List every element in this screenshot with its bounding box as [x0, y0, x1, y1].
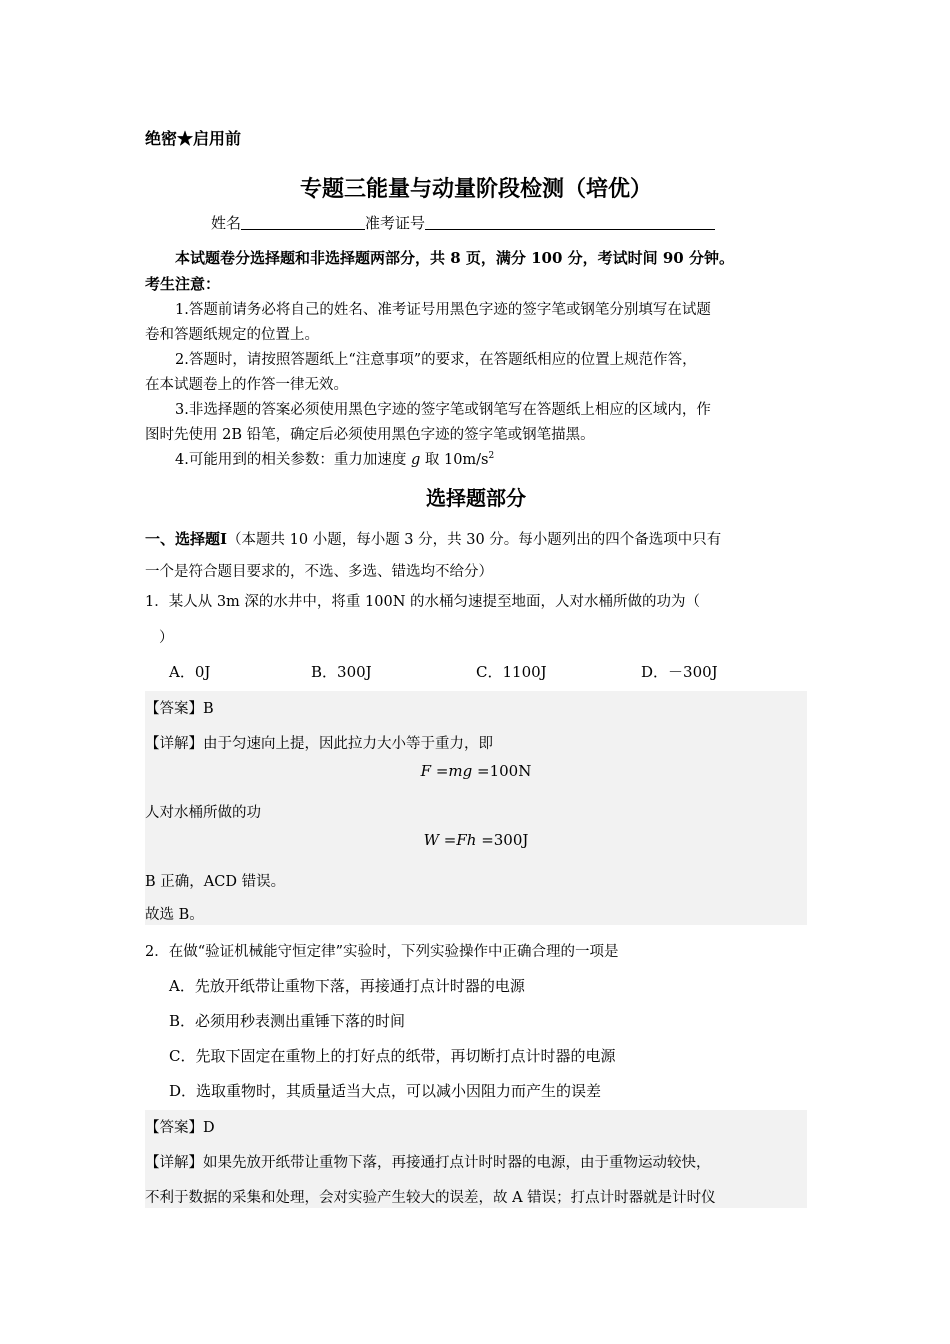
part1-desc-a: （本题共 10 小题，每小题 3 分，共 30 分。每小题列出的四个备选项中只有 [227, 532, 722, 548]
q1-formula-2: W =Fh =300J [423, 831, 529, 849]
q2-answer: 【答案】D [145, 1120, 215, 1136]
q1-judge: B 正确，ACD 错误。 [145, 874, 286, 890]
notice-item-4-prefix: 4.可能用到的相关参数：重力加速度 [175, 452, 411, 468]
notice-item-4 [175, 448, 494, 469]
notice-item-4-mid: 取 10m/s [420, 452, 489, 468]
part1-line-a [145, 528, 721, 549]
notice-item-1b: 卷和答题纸规定的位置上。 [145, 327, 319, 343]
q1-answer: 【答案】B [145, 701, 214, 717]
q1-formula-2-fh: Fh [456, 831, 477, 849]
section-title: 选择题部分 [426, 486, 526, 510]
q1-option-b[interactable]: B．300J [311, 663, 372, 681]
q1-formula-2-val: 300J [493, 831, 529, 849]
notice-item-3a: 3.非选择题的答案必须使用黑色字迹的签字笔或钢笔写在答题纸上相应的区域内，作 [175, 402, 711, 418]
q1-stem-a: 1．某人从 3m 深的水井中，将重 100N 的水桶匀速提至地面，人对水桶所做的功为（ [145, 594, 700, 610]
q2-answer-box [145, 1110, 807, 1208]
q1-option-d[interactable]: D．－300J [641, 663, 718, 681]
q1-stem-b: ） [159, 630, 174, 646]
q2-option-a[interactable]: A．先放开纸带让重物下落，再接通打点计时器的电源 [169, 977, 525, 995]
notice-heading: 考生注意： [145, 275, 221, 293]
notice-item-4-sup: 2 [488, 451, 495, 462]
q2-option-b[interactable]: B．必须用秒表测出重锤下落的时间 [169, 1012, 406, 1030]
q1-formula-1-mg: mg [448, 762, 473, 780]
page-title: 专题三能量与动量阶段检测（培优） [299, 176, 652, 202]
q1-answer-box [145, 691, 807, 925]
q1-detail: 【详解】由于匀速向上提，因此拉力大小等于重力，即 [145, 736, 493, 752]
q2-detail-b: 不利于数据的采集和处理，会对实验产生较大的误差，故 A 错误；打点计时器就是计时仪 [145, 1190, 716, 1206]
q1-formula-1: F =mg =100N [420, 762, 532, 780]
name-row [211, 212, 715, 233]
notice-item-3b: 图时先使用 2B 铅笔，确定后必须使用黑色字迹的签字笔或钢笔描黑。 [145, 427, 595, 443]
q1-formula-2-var: W [423, 831, 439, 849]
exam-id-label: 准考证号 [365, 214, 426, 232]
secret-label: 绝密★启用前 [145, 129, 242, 148]
exam-id-blank[interactable] [425, 213, 715, 230]
q2-option-d[interactable]: D．选取重物时，其质量适当大点，可以减小因阻力而产生的误差 [169, 1082, 602, 1100]
part1-desc-b: 一个是符合题目要求的，不选、多选、错选均不给分） [145, 564, 493, 580]
q1-choose: 故选 B。 [145, 907, 204, 923]
notice-item-4-g: g [410, 452, 421, 468]
q2-detail-a: 【详解】如果先放开纸带让重物下落，再接通打点计时时器的电源，由于重物运动较快， [145, 1155, 711, 1171]
q1-option-a[interactable]: A．0J [169, 663, 211, 681]
name-label: 姓名 [211, 214, 242, 232]
q2-stem: 2．在做“验证机械能守恒定律”实验时，下列实验操作中正确合理的一项是 [145, 944, 619, 960]
intro-text: 本试题卷分选择题和非选择题两部分，共 8 页，满分 100 分，考试时间 90 分钟。 [175, 249, 734, 267]
q2-option-c[interactable]: C．先取下固定在重物上的打好点的纸带，再切断打点计时器的电源 [169, 1047, 616, 1065]
q1-formula-1-val: 100N [489, 762, 532, 780]
q1-work-text: 人对水桶所做的功 [145, 805, 261, 821]
notice-item-2a: 2.答题时，请按照答题纸上“注意事项”的要求，在答题纸相应的位置上规范作答， [175, 352, 697, 368]
name-blank[interactable] [241, 213, 365, 230]
notice-item-1a: 1.答题前请务必将自己的姓名、准考证号用黑色字迹的签字笔或钢笔分别填写在试题 [175, 302, 711, 318]
part1-heading: 一、选择题Ⅰ [145, 530, 228, 548]
notice-item-2b: 在本试题卷上的作答一律无效。 [145, 377, 348, 393]
q1-option-c[interactable]: C．1100J [476, 663, 547, 681]
q1-formula-1-var: F [420, 762, 432, 780]
